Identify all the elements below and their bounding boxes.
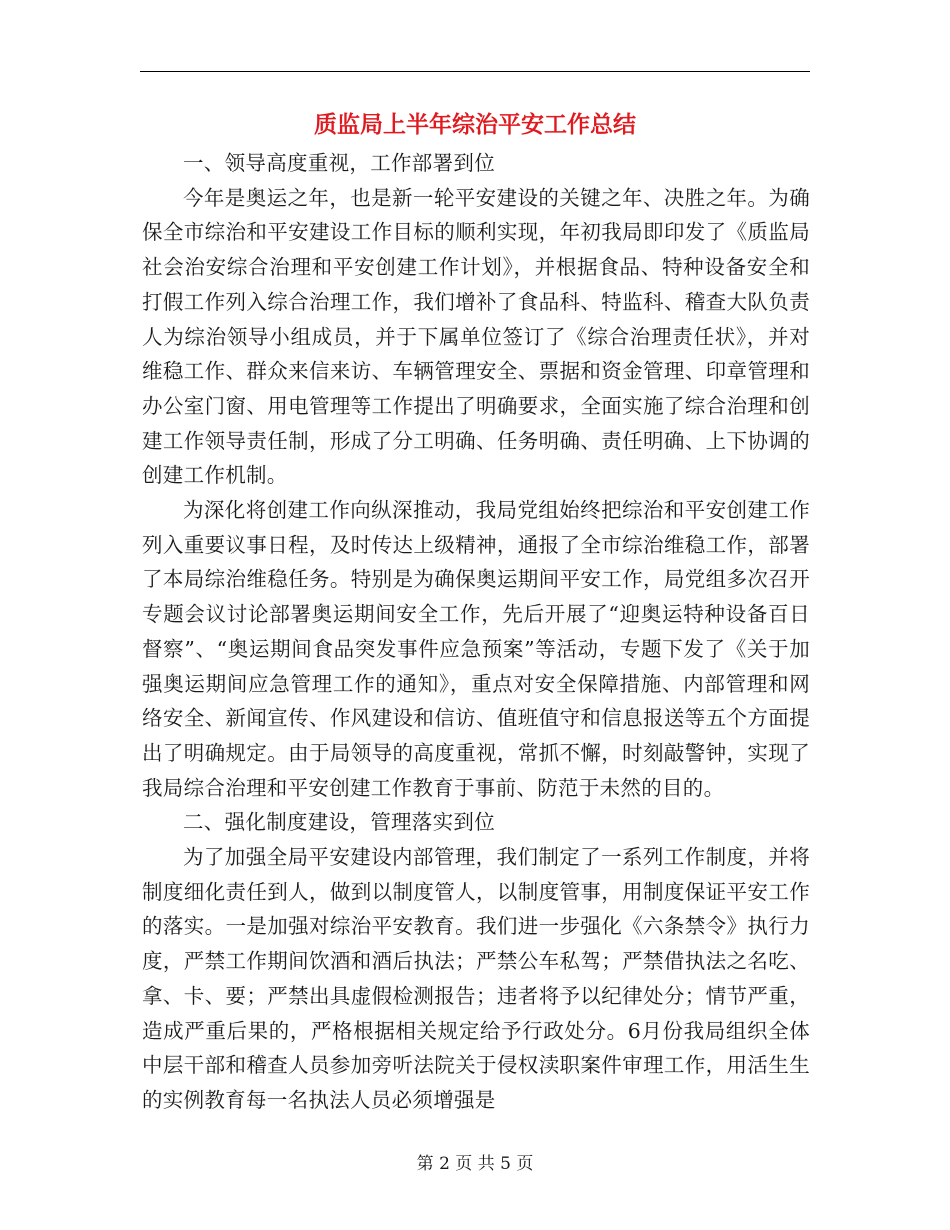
document-body [142,146,810,1118]
paragraph-2: 为深化将创建工作向纵深推动，我局党组始终把综治和平安创建工作列入重要议事日程，及时传达上级精神，通报了全市综治维稳工作，部署了本局综治维稳任务。特别是为确保奥运期间平安工作，局党组多次召开专题会议讨论部署奥运期间安全工作，先后开展了“迎奥运特种设备百日督察”、“奥运期间食品突发事件应急预案”等活动，专题下发了《关于加强奥运期间应急管理工作的通知》，重点对安全保障措施、内部管理和网络安全、新闻宣传、作风建设和信访、值班值守和信息报送等五个方面提出了明确规定。由于局领导的高度重视，常抓不懈，时刻敲警钟，实现了我局综合治理和平安创建工作教育于事前、防范于未然的目的。 [142,498,810,800]
section-heading-1: 一、领导高度重视，工作部署到位 [183,151,495,175]
header-rule [140,71,810,72]
page-number: 第 2 页 共 5 页 [416,1154,534,1174]
document-title: 质监局上半年综治平安工作总结 [314,112,636,138]
paragraph-3: 为了加强全局平安建设内部管理，我们制定了一系列工作制度，并将制度细化责任到人，做到以制度管人，以制度管事，用制度保证平安工作的落实。一是加强对综治平安教育。我们进一步强化《六条禁令》执行力度，严禁工作期间饮酒和酒后执法；严禁公车私驾；严禁借执法之名吃、拿、卡、要；严禁出具虚假检测报告；违者将予以纪律处分；情节严重，造成严重后果的，严格根据相关规定给予行政处分。6月份我局组织全体中层干部和稽查人员参加旁听法院关于侵权渎职案件审理工作，用活生生的实例教育每一名执法人员必须增强是 [142,845,810,1112]
paragraph-1: 今年是奥运之年，也是新一轮平安建设的关键之年、决胜之年。为确保全市综治和平安建设工作目标的顺利实现，年初我局即印发了《质监局社会治安综合治理和平安创建工作计划》，并根据食品、特种设备安全和打假工作列入综合治理工作，我们增补了食品科、特监科、稽查大队负责人为综治领导小组成员，并于下属单位签订了《综合治理责任状》，并对维稳工作、群众来信来访、车辆管理安全、票据和资金管理、印章管理和办公室门窗、用电管理等工作提出了明确要求，全面实施了综合治理和创建工作领导责任制，形成了分工明确、任务明确、责任明确、上下协调的创建工作机制。 [142,185,810,488]
section-heading-2: 二、强化制度建设，管理落实到位 [183,810,495,835]
